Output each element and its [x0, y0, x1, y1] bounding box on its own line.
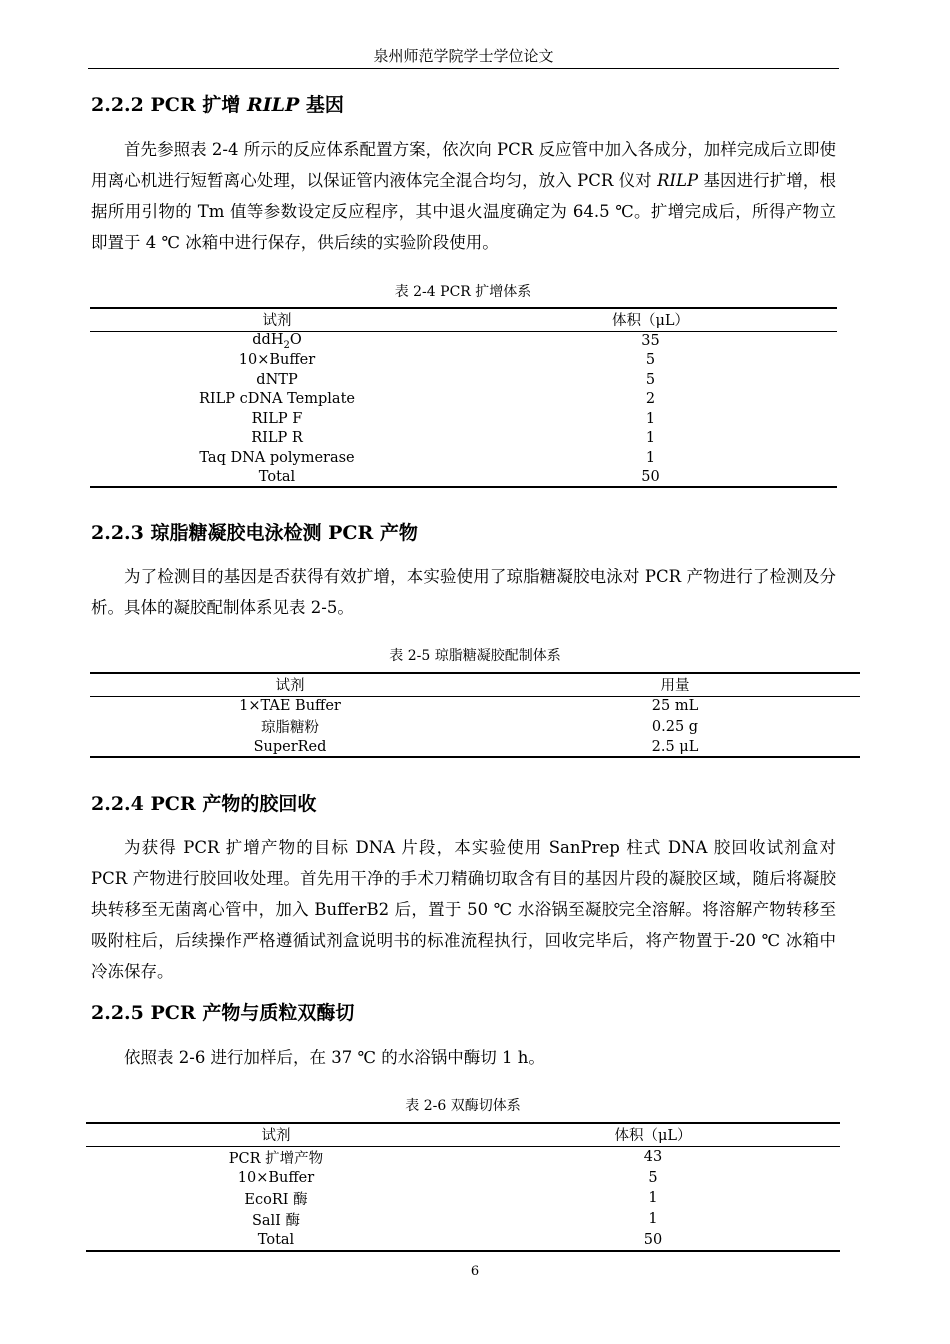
value-cell: 43: [643, 1149, 663, 1165]
table-row: [90, 370, 837, 390]
value-cell: 50: [643, 1231, 663, 1248]
value-cell: 1: [648, 1190, 658, 1206]
paragraph-2-2-4: 为获得 PCR 扩增产物的目标 DNA 片段，本实验使用 SanPrep 柱式 DNA 胶回收试剂盒对 PCR 产物进行胶回收处理。首先用干净的手术刀精确切取含有目的基因片段的凝胶区域，随后将凝胶块转移至无菌离心管中，加入 BufferB2 后，置于 50 ℃ 水浴锅至凝胶完全溶解。将溶解产物转移至吸附柱后，后续操作严格遵循试剂盒说明书的标准流程执行，回收完毕后，将产物置于-20 ℃ 冰箱中冷冻保存。: [91, 838, 836, 981]
table-2-4: [90, 307, 837, 488]
paragraph-2-2-5: 依照表 2-6 进行加样后，在 37 ℃ 的水浴锅中酶切 1 h。: [124, 1048, 545, 1067]
paragraph-2-2-2: [91, 134, 836, 258]
value-cell: 0.25 g: [651, 718, 699, 735]
section-heading-2-2-4: 2.2.4 PCR 产物的胶回收: [91, 793, 317, 815]
table-row: [90, 448, 837, 468]
reagent-cell: Taq DNA polymerase: [199, 449, 355, 466]
column-header: 试剂: [90, 673, 490, 696]
table-row: [86, 1230, 840, 1251]
reagent-cell: ddH$_2$O: [252, 331, 302, 351]
value-cell: 5: [648, 1169, 658, 1186]
value-cell: 1: [648, 1211, 658, 1227]
table-row: [90, 331, 837, 351]
value-cell: 1: [645, 449, 656, 466]
paragraph-text: 基因进行扩增，根据所用引物的 Tm 值等参数设定反应程序，其中退火温度确定为 64.5 ℃。扩增完成后，所得产物立即置于 4 ℃ 冰箱中进行保存，供后续的实验阶段使用。: [91, 171, 836, 252]
reagent-cell: 10×Buffer: [237, 1169, 315, 1186]
table-row: [90, 737, 860, 757]
value-cell: 5: [645, 371, 656, 388]
section-heading-2-2-2: [91, 92, 344, 118]
column-header: 用量: [490, 673, 860, 696]
reagent-cell: EcoRI 酶: [244, 1191, 308, 1208]
section-heading-2-2-5: 2.2.5 PCR 产物与质粒双酶切: [91, 1002, 355, 1024]
reagent-cell: Total: [257, 1231, 295, 1248]
value-cell: 1: [645, 410, 656, 427]
table-caption-2-5: 表 2-5 琼脂糖凝胶配制体系: [389, 648, 561, 664]
table-2-6: [86, 1122, 840, 1252]
value-cell: 25 mL: [651, 698, 699, 715]
paragraph-2-2-3: 为了检测目的基因是否获得有效扩增，本实验使用了琼脂糖凝胶电泳对 PCR 产物进行了检测及分析。具体的凝胶配制体系见表 2-5。: [91, 567, 836, 617]
table-row: [90, 390, 837, 410]
section-heading-2-2-3: 2.2.3 琼脂糖凝胶电泳检测 PCR 产物: [91, 522, 418, 544]
table-row: [90, 716, 860, 737]
reagent-cell: RILP cDNA Template: [198, 391, 355, 408]
table-row: [90, 468, 837, 488]
table-row: [90, 696, 860, 716]
column-header: 试剂: [86, 1123, 466, 1146]
table-row: [86, 1146, 840, 1168]
column-header: 体积（μL）: [464, 308, 837, 331]
reagent-cell: RILP R: [251, 430, 303, 447]
table-row: [90, 351, 837, 371]
column-header: 体积（μL）: [466, 1123, 840, 1146]
value-cell: 5: [645, 352, 656, 369]
reagent-cell: 琼脂糖粉: [261, 720, 319, 736]
value-cell: 50: [641, 468, 660, 485]
paragraph-text: 首先参照表 2-4 所示的反应体系配置方案，依次向 PCR 反应管中加入各成分，加样完成后立即使用离心机进行短暂离心处理，以保证管内液体完全混合均匀，放入 PCR 仪对: [91, 140, 836, 190]
running-header: 泉州师范学院学士学位论文: [88, 44, 839, 69]
page-number: 6: [470, 1264, 480, 1279]
table-caption-2-4: 表 2-4 PCR 扩增体系: [394, 284, 532, 300]
table-2-5: [90, 672, 860, 758]
heading-text: 基因: [299, 94, 344, 116]
gene-name: RILP: [657, 171, 699, 190]
value-cell: 2: [645, 391, 656, 408]
heading-text: 2.2.2 PCR 扩增: [91, 94, 247, 116]
reagent-cell: Total: [258, 468, 296, 485]
value-cell: 2.5 μL: [651, 738, 699, 755]
reagent-cell: RILP F: [251, 410, 303, 427]
table-row: [90, 409, 837, 429]
column-header: 试剂: [90, 308, 464, 331]
value-cell: 1: [645, 430, 656, 447]
reagent-cell: dNTP: [256, 371, 298, 388]
value-cell: 35: [641, 333, 660, 349]
reagent-cell: SalI 酶: [251, 1212, 301, 1229]
table-row: [90, 429, 837, 449]
table-caption-2-6: 表 2-6 双酶切体系: [405, 1098, 521, 1114]
table-row: [86, 1168, 840, 1188]
reagent-cell: 10×Buffer: [238, 352, 316, 369]
reagent-cell: SuperRed: [253, 738, 327, 755]
reagent-cell: PCR 扩增产物: [228, 1150, 324, 1167]
gene-name: RILP: [246, 94, 300, 116]
table-row: [86, 1188, 840, 1209]
reagent-cell: 1×TAE Buffer: [239, 698, 341, 715]
table-row: [86, 1209, 840, 1230]
